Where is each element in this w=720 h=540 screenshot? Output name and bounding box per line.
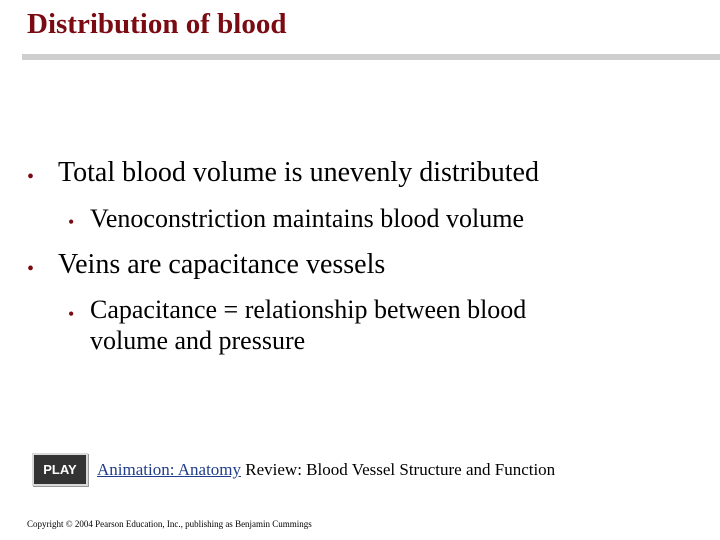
bullet-veins-capacitance: Veins are capacitance vessels [58,249,386,280]
bullet-total-blood-volume: Total blood volume is unevenly distributed [58,157,539,188]
sub-bullet-marker: • [68,212,75,232]
bullet-marker: • [27,166,35,188]
sub-bullet-marker: • [68,304,75,324]
play-button[interactable]: PLAY [32,453,88,486]
animation-caption [97,460,555,480]
sub-bullet-venoconstriction: Venoconstriction maintains blood volume [90,204,524,233]
copyright-notice: Copyright © 2004 Pearson Education, Inc., publishing as Benjamin Cummings [27,519,312,529]
slide-title: Distribution of blood [27,8,287,40]
sub-bullet-capacitance-line1: Capacitance = relationship between blood [90,295,527,324]
animation-caption-text: Review: Blood Vessel Structure and Function [241,460,556,479]
animation-link[interactable]: Animation: Anatomy [97,460,242,479]
sub-bullet-capacitance-line2: volume and pressure [90,326,306,355]
title-underline [22,54,720,60]
bullet-marker: • [27,258,35,280]
